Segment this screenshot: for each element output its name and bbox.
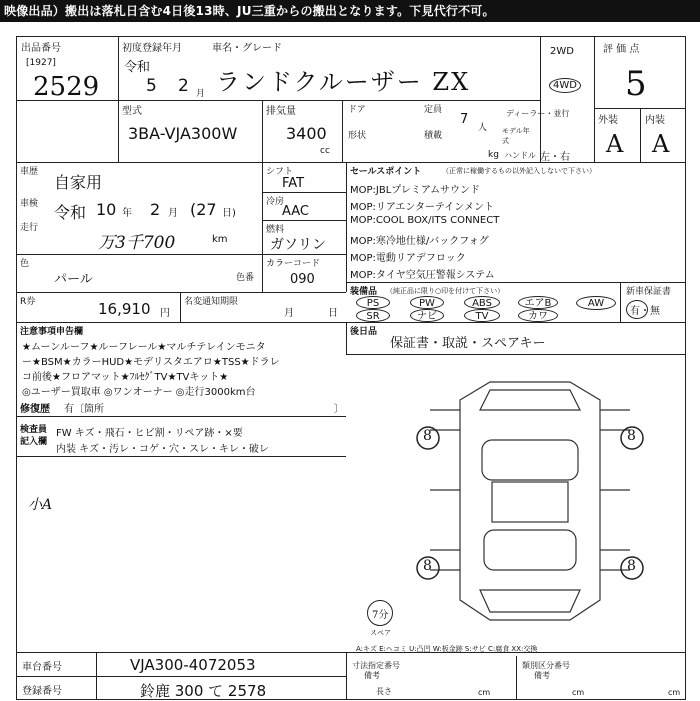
inspection-era: 令和 bbox=[54, 203, 87, 222]
inspection-year-unit: 年 bbox=[122, 208, 132, 219]
banner: 映像出品）搬出は落札日含む4日後13時、JU三重からの搬出となります。下見代行不可。 bbox=[0, 0, 700, 22]
name-change-month: 月 bbox=[284, 308, 294, 319]
shift-label: シフト bbox=[266, 167, 294, 177]
tire-rl-depth: 8 bbox=[423, 558, 432, 574]
accessories-value: 保証書・取説・スペアキー bbox=[390, 336, 546, 351]
color-value: パール bbox=[54, 272, 93, 287]
notes-line: コ前後★フロアマット★ﾌﾙｾｸﾞTV★TVキット★ bbox=[22, 372, 229, 383]
displacement-unit: cc bbox=[320, 146, 330, 156]
inspection-day-close: 日) bbox=[222, 208, 236, 219]
notes-line: ー★BSM★カラーHUD★モデリスタエアロ★TSS★ドラレ bbox=[22, 357, 280, 368]
chassis-label: 車台番号 bbox=[22, 662, 62, 673]
first-reg-label: 初度登録年月 bbox=[122, 43, 182, 54]
mileage-label: 走行 bbox=[20, 223, 39, 233]
equip-navi: ナビ bbox=[410, 309, 444, 322]
tire-fl-depth: 8 bbox=[423, 428, 432, 444]
sales-item: MOP:COOL BOX/ITS CONNECT bbox=[350, 215, 500, 226]
fuel-value: ガソリン bbox=[270, 237, 326, 253]
equip-pw: PW bbox=[410, 296, 444, 309]
shift-value: FAT bbox=[282, 176, 305, 191]
model-year-label: モデル年式 bbox=[502, 127, 530, 145]
notes-line: ◎ユーザー買取車 ◎ワンオーナー ◎走行3000km台 bbox=[22, 387, 256, 398]
color-number-label: 色番 bbox=[236, 273, 255, 283]
recycle-label: R券 bbox=[20, 297, 36, 307]
tire-rr-depth: 8 bbox=[627, 558, 636, 574]
equip-sr: SR bbox=[356, 309, 390, 322]
inspector-row2: 内装 キズ・汚レ・コゲ・穴・スレ・キレ・破レ bbox=[56, 444, 269, 455]
first-reg-month: 2 bbox=[178, 76, 189, 96]
sales-item: MOP:JBLプレミアムサウンド bbox=[350, 185, 480, 196]
sales-item: MOP:リアエンターテインメント bbox=[350, 202, 494, 213]
inspection-day: (27 bbox=[190, 200, 217, 219]
warranty-value: 有・無 bbox=[630, 306, 660, 317]
inspection-year: 10 bbox=[96, 200, 117, 219]
capacity-value: 7 bbox=[460, 112, 469, 127]
handle-value: 左・右 bbox=[540, 152, 570, 163]
inspector-label: 検査員 記入欄 bbox=[20, 425, 48, 447]
equipment-note: （純正品に限り○印を付けて下さい） bbox=[386, 287, 505, 295]
color-code-value: 090 bbox=[290, 272, 315, 287]
door-label: ドア bbox=[348, 105, 366, 115]
equip-tv: TV bbox=[464, 309, 500, 322]
color-label: 色 bbox=[20, 259, 30, 269]
tire-fr-depth: 8 bbox=[627, 428, 636, 444]
first-reg-year: 5 bbox=[146, 76, 157, 96]
spare-label: スペア bbox=[370, 629, 391, 637]
warranty-circle bbox=[626, 300, 648, 319]
drive-2wd: 2WD bbox=[550, 46, 574, 57]
car-trunk bbox=[480, 590, 580, 612]
drive-4wd: 4WD bbox=[549, 78, 581, 93]
model-value: 3BA-VJA300W bbox=[128, 124, 238, 143]
repair-value: 有〔箇所 bbox=[64, 404, 104, 415]
inspection-month: 2 bbox=[150, 200, 161, 219]
score-value: 5 bbox=[625, 64, 647, 104]
size-unit: cm bbox=[478, 688, 491, 697]
sales-item: MOP:寒冷地仕様/バックフォグ bbox=[350, 236, 489, 247]
car-name: ランドクルーザー ZX bbox=[216, 68, 471, 96]
sales-item: MOP:電動リアデフロック bbox=[350, 253, 466, 264]
name-change-day: 日 bbox=[328, 308, 338, 319]
exterior-score: A bbox=[606, 130, 624, 158]
equip-abs: ABS bbox=[464, 296, 500, 309]
mileage-value: 万3千700 bbox=[98, 233, 176, 253]
load-label: 積載 bbox=[424, 131, 443, 141]
first-reg-era: 令和 bbox=[124, 60, 151, 75]
inspection-label: 車検 bbox=[20, 199, 39, 209]
warranty-label: 新車保証書 bbox=[626, 287, 672, 297]
sales-item: MOP:タイヤ空気圧警報システム bbox=[350, 270, 495, 281]
accessories-label: 後日品 bbox=[350, 327, 378, 337]
model-label: 型式 bbox=[122, 106, 142, 117]
size-unit-2: cm bbox=[572, 688, 585, 697]
spare-depth: 7分 bbox=[372, 610, 389, 621]
size-unit-3: cm bbox=[668, 688, 681, 697]
notes-line: ★ムーンルーフ★ルーフレール★マルチテレインモニタ bbox=[22, 342, 266, 353]
car-rear-window bbox=[484, 530, 576, 570]
name-change-label: 名変通知期限 bbox=[184, 297, 239, 307]
first-reg-month-unit: 月 bbox=[196, 89, 206, 99]
dealer-label: ディーラー・並行 bbox=[506, 109, 570, 118]
repair-close: 〕 bbox=[334, 404, 344, 415]
repair-label: 修復歴 bbox=[20, 404, 50, 415]
equip-airbag: エアB bbox=[518, 296, 558, 309]
size-remark: 備考 bbox=[364, 671, 380, 680]
history-value: 自家用 bbox=[54, 173, 103, 192]
size-length: 長さ bbox=[376, 687, 392, 696]
damage-legend: A:キズ E:ヘコミ U:凸凹 W:板金跡 S:サビ C:腐食 XX:交換 bbox=[356, 645, 538, 653]
sales-label: セールスポイント bbox=[350, 167, 422, 177]
sales-note: （正常に稼働するもの以外記入しないで下さい） bbox=[442, 167, 596, 175]
inspection-month-unit: 月 bbox=[168, 208, 178, 219]
notes-label: 注意事項申告欄 bbox=[20, 327, 84, 337]
car-diagram bbox=[400, 370, 660, 640]
score-label: 評 価 点 bbox=[603, 44, 640, 55]
interior-score: A bbox=[652, 130, 670, 158]
ac-label: 冷房 bbox=[266, 197, 285, 207]
exterior-label: 外装 bbox=[598, 115, 618, 126]
inspector-row1: FW キズ・飛石・ヒビ割・リペア跡・×要 bbox=[56, 428, 243, 439]
history-label: 車歴 bbox=[20, 167, 39, 177]
car-front-hood bbox=[480, 390, 580, 410]
equipment-label: 装備品 bbox=[350, 287, 378, 297]
car-roof bbox=[492, 482, 568, 522]
chassis-value: VJA300-4072053 bbox=[130, 656, 256, 674]
shape-label: 形状 bbox=[348, 131, 367, 141]
load-unit: kg bbox=[488, 150, 499, 160]
color-code-label: カラーコード bbox=[266, 259, 321, 269]
handle-label: ハンドル bbox=[504, 151, 536, 160]
ac-value: AAC bbox=[282, 204, 309, 219]
handwritten-note: 小A bbox=[28, 497, 53, 513]
displacement-value: 3400 bbox=[286, 124, 327, 143]
name-label: 車名・グレード bbox=[212, 43, 282, 54]
equip-aw: AW bbox=[576, 296, 616, 310]
capacity-unit: 人 bbox=[478, 123, 488, 133]
capacity-label: 定員 bbox=[424, 105, 443, 115]
displacement-label: 排気量 bbox=[266, 106, 296, 117]
recycle-value: 16,910 bbox=[98, 300, 151, 318]
category-label: 類別区分番号 bbox=[522, 661, 570, 670]
size-label: 寸法指定番号 bbox=[352, 661, 400, 670]
lot-label: 出品番号 bbox=[21, 43, 61, 54]
lot-number: 2529 bbox=[33, 72, 100, 102]
equip-ps: PS bbox=[356, 296, 390, 309]
fuel-label: 燃料 bbox=[266, 225, 285, 235]
lot-sub: [1927] bbox=[26, 58, 56, 68]
car-body-outline bbox=[460, 382, 600, 620]
mileage-unit: km bbox=[212, 234, 228, 245]
plate-value: 鈴鹿 300 て 2578 bbox=[140, 682, 267, 700]
car-windshield bbox=[482, 440, 578, 480]
interior-label: 内装 bbox=[645, 115, 665, 126]
equip-leather: カワ bbox=[518, 309, 558, 322]
recycle-unit: 円 bbox=[160, 308, 170, 319]
category-remark: 備考 bbox=[534, 671, 550, 680]
plate-label: 登録番号 bbox=[22, 686, 62, 697]
